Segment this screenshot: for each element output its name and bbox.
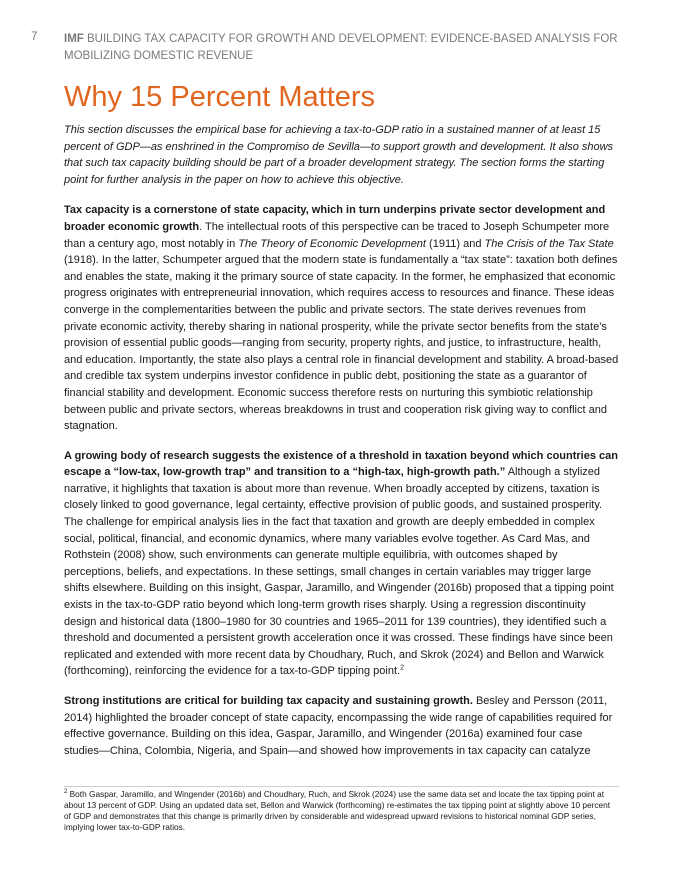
paragraph-text: . The intellectual roots of this perspective can be traced to Joseph Schumpeter more than a century ago, most notably in [64,220,610,250]
section-title: Why 15 Percent Matters [64,81,376,113]
section-intro: This section discusses the empirical base for achieving a tax-to-GDP ratio in a sustained manner of at least 15 percent of GDP—as enshrined in the Compromiso de Sevilla—to support growth and development. It also shows that such tax capacity building should be part of a broader development strategy. The section forms the starting point for further analysis in the paper on how to achieve this objective. [64,124,614,186]
running-header [64,31,624,65]
paragraph-text: Besley and Persson (2011, 2014) highlighted the broader concept of state capacity, encompassing the wide range of capabilities required for effective governance. Building on this idea, Gaspar, Jaramillo, and Wingender (2016a) examined four case studies—China, Colombia, Nigeria, and Spain—and showed how improvements in tax capacity can catalyze [64,695,613,757]
book-title: The Crisis of the Tax State [484,237,614,250]
paragraph-lead: Tax capacity is a cornerstone of state capacity, which in turn underpins private sector development and broader economic growth [64,204,606,233]
footnote-number: 2 [64,789,68,796]
paragraph-tax-capacity [64,202,619,434]
header-org: IMF [64,33,84,45]
paragraph-institutions [64,693,619,759]
paragraph-lead: Strong institutions are critical for building tax capacity and sustaining growth. [64,695,473,707]
footnote [64,789,619,833]
footnote-text: Both Gaspar, Jaramillo, and Wingender (2016b) and Choudhary, Ruch, and Skrok (2024) use the same data set and locate the tax tipping point at about 13 percent of GDP. Using an updated data set, Bellon and Warwick (forthcoming) re-estimates the tax tipping point at slightly above 10 percent of GDP and demonstrates that this change is primarily driven by considerable and widespread upward revisions to historical nominal GDP series, implying lower tax-to-GDP ratios. [64,789,611,832]
main-content [64,122,619,772]
page-number: 7 [31,31,38,43]
footnote-ref[interactable]: 2 [400,664,404,672]
paragraph-text: (1918). In the latter, Schumpeter argued that the modern state is fundamentally a “tax state”: taxation both defines and enables the state, making it the primary source of state capacity. In the former, he emphasized that economic progress originates with entrepreneurial innovation, which requires access to resources and finance. These ideas converge in the complementarities between the public and private sectors. The state derives revenues from private economic activity, thereby sharing in national prosperity, while the private sector benefits from the state’s provision of essential public goods—ranging from security, property rights, and justice, to infrastructure, health, and education. Importantly, the state also plays a central role in financial development and stability. A broad-based and credible tax system underpins investor confidence in public debt, positioning the state as a guarantor of financial stability and development. Economic success therefore rests on nurturing this symbiotic relationship between public and private sectors, whereas breakdowns in trust and cooperation risk giving way to conflict and stagnation. [64,254,619,433]
paragraph-threshold [64,448,619,680]
header-title: BUILDING TAX CAPACITY FOR GROWTH AND DEVELOPMENT: EVIDENCE-BASED ANALYSIS FOR MOBILIZING DOMESTIC REVENUE [64,33,618,62]
footnote-divider [64,786,619,787]
paragraph-text: (1911) and [425,237,485,250]
book-title: The Theory of Economic Development [238,237,426,250]
paragraph-lead: A growing body of research suggests the existence of a threshold in taxation beyond which countries can escape a “low-tax, low-growth trap” and transition to a “high-tax, high-growth path.” [64,449,618,479]
paragraph-text: Although a stylized narrative, it highlights that taxation is about more than revenue. When broadly accepted by citizens, taxation is closely linked to good governance, legal certainty, effective provision of public goods, and sustained prosperity. The challenge for empirical analysis lies in the fact that taxation and growth are deeply embedded in complex social, political, financial, and economic dynamics, where many variables evolve together. As Card Mas, and Rothstein (2008) show, such environments can generate multiple equilibria, with outcomes shaped by perceptions, beliefs, and expectations. In these settings, small changes in certain variables may trigger large shifts elsewhere. Building on this insight, Gaspar, Jaramillo, and Wingender (2016b) proposed that a tipping point exists in the tax-to-GDP ratio beyond which long-term growth rises sharply. Using a regression discontinuity design and historical data (1800–1980 for 30 countries and 1965–2011 for 139 countries), they identified such a threshold and documented a persistent growth acceleration once it was crossed. These findings have since been replicated and extended with more recent data by Choudhary, Ruch, and Skrok (2024) and Bellon and Warwick (forthcoming), reinforcing the evidence for a tax-to-GDP tipping point. [64,466,614,678]
